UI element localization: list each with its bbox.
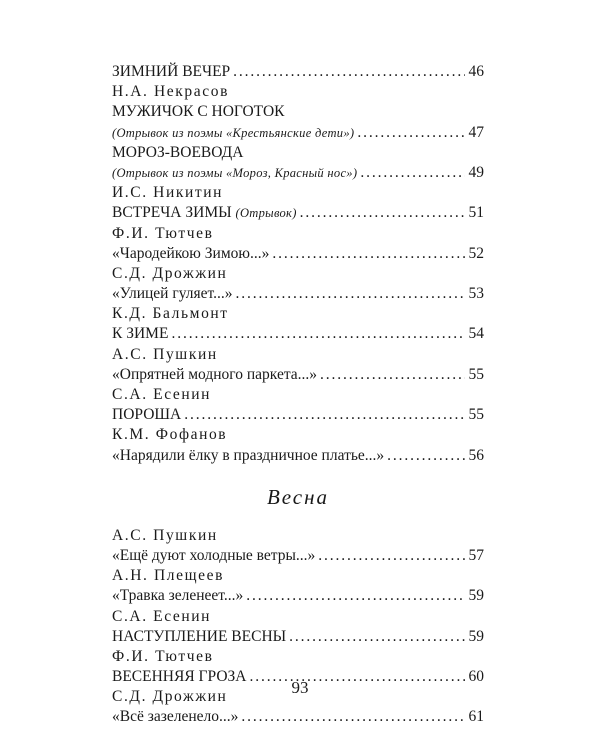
author-name: Н.А. Некрасов [112,83,229,101]
dot-leader [286,627,464,647]
toc-entry [112,446,484,466]
page-ref: 59 [468,627,484,645]
dot-leader [168,324,464,344]
author-name: С.Д. Дрожжин [112,264,228,282]
author-name: Ф.И. Тютчев [112,647,214,665]
page-ref: 60 [468,668,484,686]
toc-part-winter [112,62,484,466]
section-heading: Весна [266,484,330,509]
author-name: А.С. Пушкин [112,526,218,544]
page-ref: 55 [468,365,484,383]
poem-title: «Улицей гуляет...» [112,285,233,303]
table-of-contents [112,62,484,728]
poem-title: МУЖИЧОК С НОГОТОК [112,103,285,121]
dot-leader [238,707,464,727]
toc-entry [112,284,484,304]
dot-leader [269,244,464,264]
poem-title: ЗИМНИЙ ВЕЧЕР [112,63,231,80]
author-name: И.С. Никитин [112,184,224,202]
author-name: К.Д. Бальмонт [112,305,229,323]
poem-subtitle: (Отрывок из поэмы «Крестьянские дети») [112,125,355,140]
toc-entry [112,707,484,727]
toc-entry [112,324,484,344]
toc-entry [112,627,484,647]
author-name: С.А. Есенин [112,607,212,625]
page-ref: 57 [468,546,484,564]
dot-leader [233,284,465,304]
poem-title: МОРОЗ-ВОЕВОДА [112,143,244,161]
poem-title: «Опрятней модного паркета...» [112,365,318,383]
author-name: Ф.И. Тютчев [112,224,214,242]
toc-entry [112,203,484,223]
author-name: С.А. Есенин [112,386,212,403]
page-ref: 51 [468,204,484,222]
poem-title: ПОРОША [112,406,182,424]
toc-entry [112,405,484,425]
dot-leader [354,123,464,143]
dot-leader [357,163,464,183]
poem-title: «Нарядили ёлку в праздничное платье...» [112,446,385,464]
author-name: С.Д. Дрожжин [112,688,228,706]
toc-entry [112,586,484,606]
poem-title: «Ещё дуют холодные ветры...» [112,546,316,564]
poem-title: ВЕСЕННЯЯ ГРОЗА [112,668,247,686]
dot-leader [230,62,464,82]
toc-entry [112,123,484,143]
page-ref: 53 [468,285,484,303]
page-ref: 56 [468,446,484,464]
poem-title: К ЗИМЕ [112,325,169,343]
toc-entry [112,62,484,82]
page-ref: 54 [468,325,484,343]
dot-leader [297,203,465,223]
poem-title: «Всё зазеленело...» [112,708,239,726]
dot-leader [384,446,464,466]
author-name: А.С. Пушкин [112,345,218,363]
poem-title: НАСТУПЛЕНИЕ ВЕСНЫ [112,627,287,645]
dot-leader [181,405,464,425]
author-name: К.М. Фофанов [112,426,228,444]
page-ref: 49 [468,163,484,181]
poem-title: «Чародейкою Зимою...» [112,244,270,262]
page-ref: 55 [468,406,484,424]
toc-entry [112,163,484,183]
page-ref: 59 [468,587,484,605]
poem-title: ВСТРЕЧА ЗИМЫ [112,204,232,222]
dot-leader [315,546,464,566]
page-number: 93 [291,678,309,697]
dot-leader [317,365,464,385]
page-ref: 46 [468,63,484,80]
poem-subtitle: (Отрывок) [235,206,297,221]
page-ref: 52 [468,244,484,262]
page-ref: 47 [468,123,484,141]
toc-entry [112,244,484,264]
toc-entry [112,546,484,566]
dot-leader [243,586,464,606]
author-name: А.Н. Плещеев [112,567,225,585]
toc-entry [112,365,484,385]
page-ref: 61 [468,708,484,726]
poem-title: «Травка зеленеет...» [112,587,244,605]
poem-subtitle: (Отрывок из поэмы «Мороз, Красный нос») [112,165,358,180]
